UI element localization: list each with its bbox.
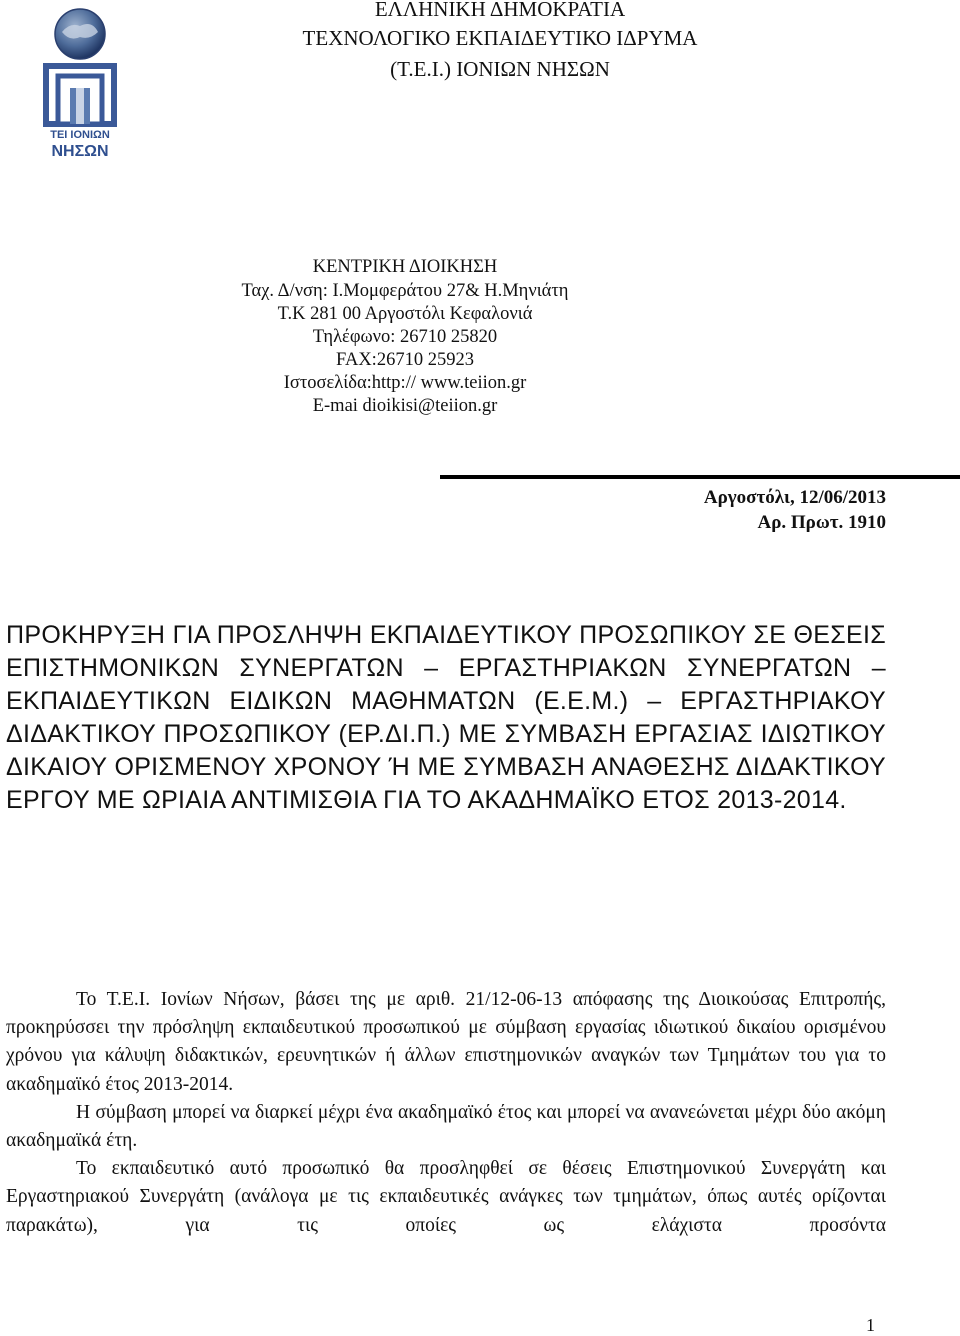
admin-title: ΚΕΝΤΡΙΚΗ ΔΙΟΙΚΗΣΗ <box>312 257 498 277</box>
admin-website: Ιστοσελίδα:http:// www.teiion.gr <box>283 373 527 393</box>
announcement-title: ΠΡΟΚΗΡΥΞΗ ΓΙΑ ΠΡΟΣΛΗΨΗ ΕΚΠΑΙΔΕΥΤΙΚΟΥ ΠΡΟΣΩΠΙΚΟΥ ΣΕ ΘΕΣΕΙΣ ΕΠΙΣΤΗΜΟΝΙΚΩΝ ΣΥΝΕΡΓΑΤΩΝ – ΕΡΓΑΣΤΗΡΙΑΚΩΝ ΣΥΝΕΡΓΑΤΩΝ – ΕΚΠΑΙΔΕΥΤΙΚΩΝ ΕΙΔΙΚΩΝ ΜΑΘΗΜΑΤΩΝ (Ε.Ε.Μ.) – ΕΡΓΑΣΤΗΡΙΑΚΟΥ ΔΙΔΑΚΤΙΚΟΥ ΠΡΟΣΩΠΙΚΟΥ (ΕΡ.ΔΙ.Π.) ΜΕ ΣΥΜΒΑΣΗ ΕΡΓΑΣΙΑΣ ΙΔΙΩΤΙΚΟΥ ΔΙΚΑΙΟΥ ΟΡΙΣΜΕΝΟΥ ΧΡΟΝΟΥ Ή ΜΕ ΣΥΜΒΑΣΗ ΑΝΑΘΕΣΗΣ ΔΙΔΑΚΤΙΚΟΥ ΕΡΓΟΥ ΜΕ ΩΡΙΑΙΑ ΑΝΤΙΜΙΣΘΙΑ ΓΙΑ ΤΟ ΑΚΑΔΗΜΑΪΚΟ ΕΤΟΣ 2013-2014. <box>6 621 886 814</box>
document-body <box>6 986 886 1240</box>
header-line-2: ΤΕΧΝΟΛΟΓΙΚΟ ΕΚΠΑΙΔΕΥΤΙΚΟ ΙΔΡΥΜΑ <box>302 26 698 50</box>
header-divider <box>440 475 960 479</box>
admin-email: E-mai dioikisi@teiion.gr <box>312 396 498 416</box>
document-date: Αργοστόλι, 12/06/2013 <box>703 487 886 508</box>
protocol-label: Αρ. Πρωτ. 1910 <box>757 512 886 533</box>
protocol-number <box>758 512 886 534</box>
logo-text-bottom: ΝΗΣΩΝ <box>51 143 109 160</box>
paragraph-2: Η σύμβαση μπορεί να διαρκεί μέχρι ένα ακαδημαϊκό έτος και μπορεί να ανανεώνεται μέχρι δύο ακόμη ακαδημαϊκά έτη. <box>6 1101 886 1152</box>
paragraph-3: Το εκπαιδευτικό αυτό προσωπικό θα προσληφθεί σε θέσεις Επιστημονικού Συνεργάτη και Εργαστηριακού Συνεργάτη (ανάλογα με τις εκπαιδευτικές ανάγκες των τμημάτων, όπως αυτές ορίζονται παρακάτω), για τις οποίες ως ελάχιστα προσόντα <box>6 1158 886 1236</box>
page-number: 1 <box>866 1315 875 1335</box>
admin-phone: Τηλέφωνο: 26710 25820 <box>312 327 498 347</box>
tei-logo-icon <box>40 4 120 162</box>
institution-logo <box>40 4 120 162</box>
logo-text-top: ΤΕΙ ΙΟΝΙΩΝ <box>50 129 110 141</box>
paragraph-1: Το Τ.Ε.Ι. Ιονίων Νήσων, βάσει της με αριθ. 21/12-06-13 απόφασης της Διοικούσας Επιτροπής, προκηρύσσει την πρόσληψη εκπαιδευτικού προσωπικού με σύμβαση εργασίας ιδιωτικού δικαίου ορισμένου χρόνου για κάλυψη διδακτικών, ερευνητικών ή άλλων επιστημονικών αναγκών των Τμημάτων του για το ακαδημαϊκό έτος 2013-2014. <box>6 989 886 1095</box>
header-line-1: ΕΛΛΗΝΙΚΗ ΔΗΜΟΚΡΑΤΙΑ <box>374 0 626 21</box>
admin-postal: Τ.Κ 281 00 Αργοστόλι Κεφαλονιά <box>277 304 533 324</box>
header-line-3: (Τ.Ε.Ι.) ΙΟΝΙΩΝ ΝΗΣΩΝ <box>390 57 610 81</box>
admin-fax: FAX:26710 25923 <box>336 350 474 370</box>
admin-address: Ταχ. Δ/νση: Ι.Μομφεράτου 27& Η.Μηνιάτη <box>241 281 569 301</box>
